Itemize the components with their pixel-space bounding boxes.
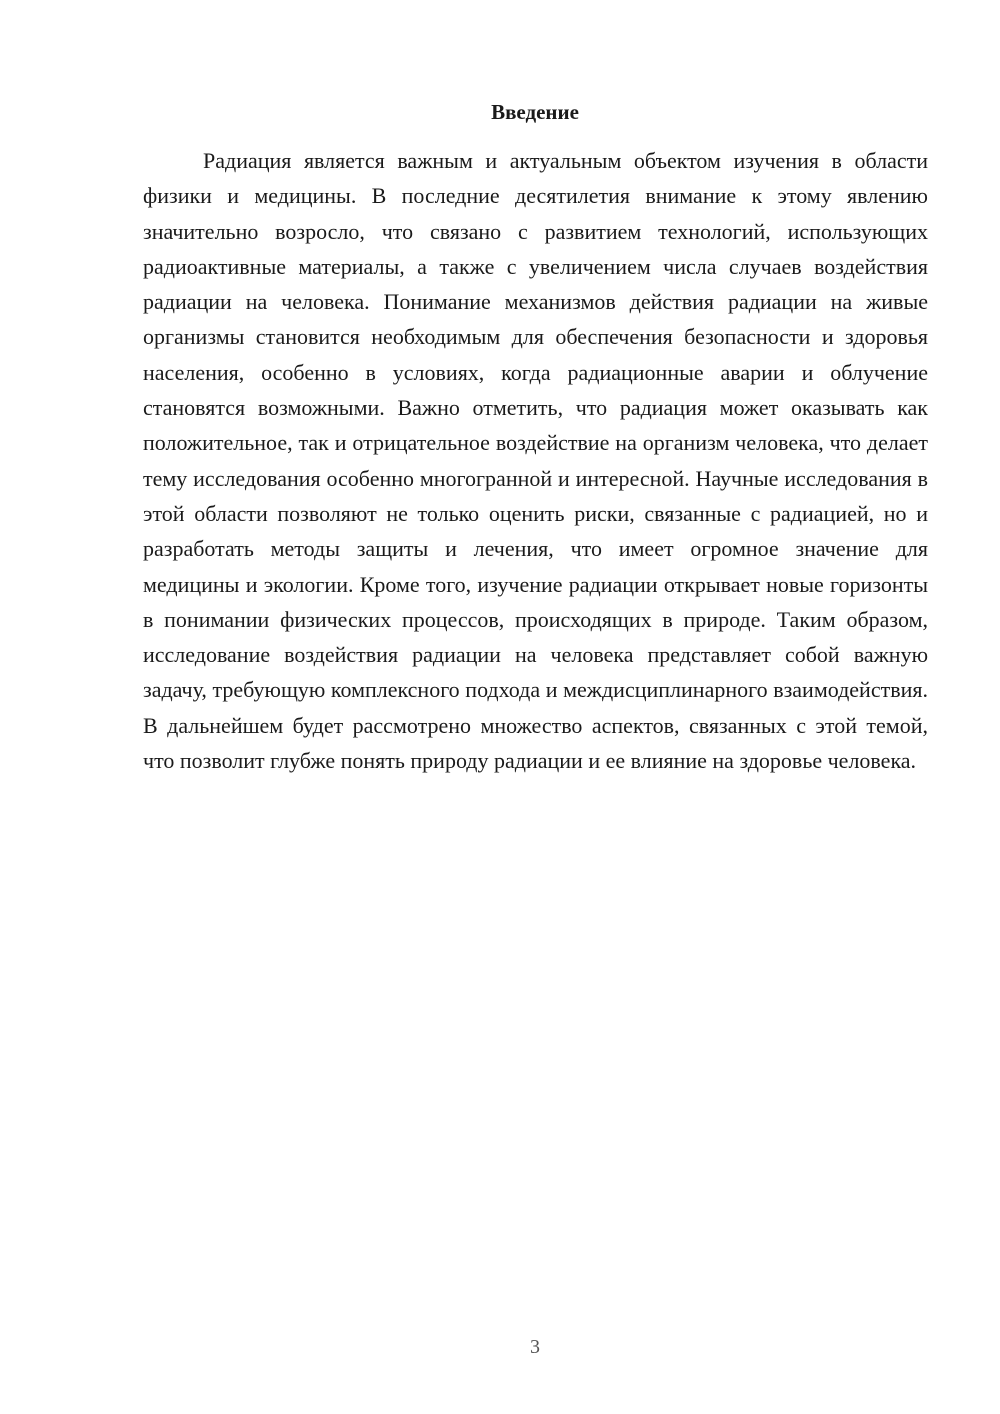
body-paragraph: Радиация является важным и актуальным объектом изучения в области физики и медицины. В последние десятилетия внимание к этому явлению значительно возросло, что связано с развитием технологий, использующих радиоактивные материалы, а также с увеличением числа случаев воздействия радиации на человека. Понимание механизмов действия радиации на живые организмы становится необходимым для обеспечения безопасности и здоровья населения, особенно в условиях, когда радиационные аварии и облучение становятся возможными. Важно отметить, что радиация может оказывать как положительное, так и отрицательное воздействие на организм человека, что делает тему исследования особенно многогранной и интересной. Научные исследования в этой области позволяют не только оценить риски, связанные с радиацией, но и разработать методы защиты и лечения, что имеет огромное значение для медицины и экологии. Кроме того, изучение радиации открывает новые горизонты в понимании физических процессов, происходящих в природе. Таким образом, исследование воздействия радиации на человека представляет собой важную задачу, требующую комплексного подхода и междисциплинарного взаимодействия. В дальнейшем будет рассмотрено множество аспектов, связанных с этой темой, что позволит глубже понять природу радиации и ее влияние на здоровье человека. [143, 148, 928, 774]
page-number: 3 [530, 1336, 540, 1358]
section-heading: Введение [491, 100, 579, 124]
